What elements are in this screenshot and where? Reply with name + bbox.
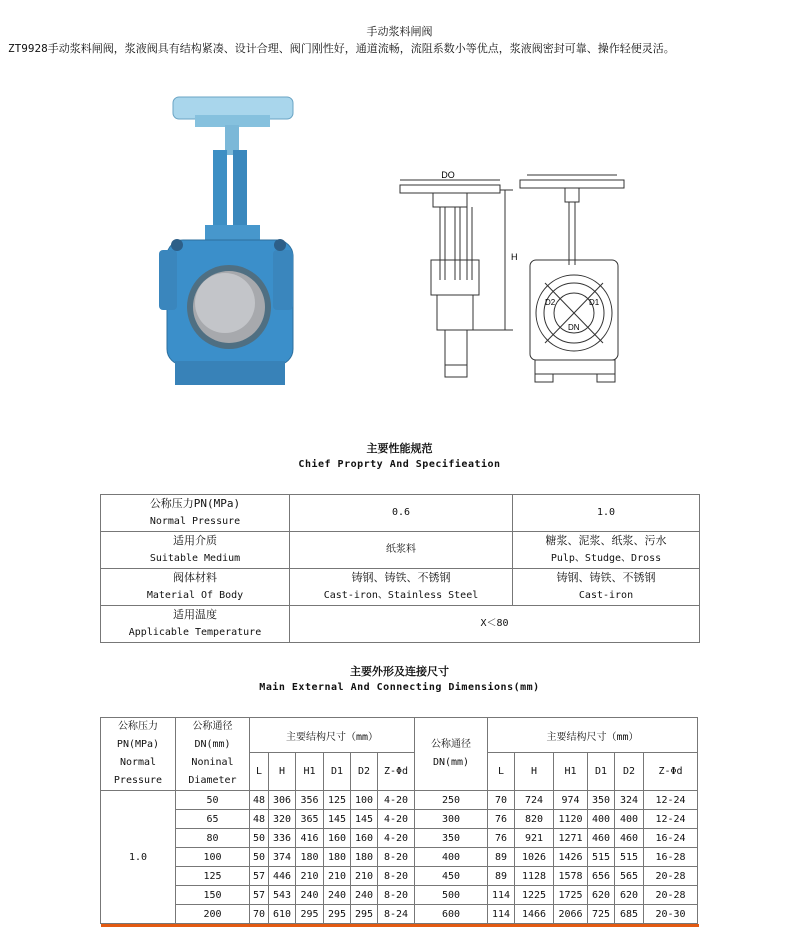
cell: 48 <box>250 791 269 810</box>
cell: 50 <box>250 848 269 867</box>
cell: 620 <box>615 886 644 905</box>
cell: 4-20 <box>378 791 415 810</box>
temperature-label-en: Applicable Temperature <box>128 627 262 638</box>
cell: 180 <box>351 848 378 867</box>
col-l2: L <box>488 753 515 791</box>
dims-heading-en: Main External And Connecting Dimensions(mm) <box>259 682 540 693</box>
cell: 374 <box>269 848 296 867</box>
cell: 50 <box>176 791 250 810</box>
cell: 210 <box>324 867 351 886</box>
valve-photo <box>155 95 300 390</box>
cell: 446 <box>269 867 296 886</box>
cell: 400 <box>415 848 488 867</box>
table-row <box>101 848 698 867</box>
cell: 8-20 <box>378 848 415 867</box>
cell: 460 <box>615 829 644 848</box>
dn-header <box>176 718 250 791</box>
dims-heading-cn: 主要外形及连接尺寸 <box>350 665 449 678</box>
cell: 460 <box>588 829 615 848</box>
cell: 65 <box>176 810 250 829</box>
medium-label-cn: 适用介质 <box>173 534 217 547</box>
dn-header-unit: DN(mm) <box>194 739 231 750</box>
col-h: H <box>269 753 296 791</box>
cell: 125 <box>176 867 250 886</box>
cell: 500 <box>415 886 488 905</box>
pn-value: 1.0 <box>101 791 176 924</box>
cell: 1725 <box>554 886 588 905</box>
dims-table <box>100 717 698 924</box>
cell: 2066 <box>554 905 588 924</box>
cell: 610 <box>269 905 296 924</box>
cell: 8-20 <box>378 886 415 905</box>
cell: 295 <box>296 905 324 924</box>
cell: 365 <box>296 810 324 829</box>
material-label-cn: 阀体材料 <box>173 571 217 584</box>
cell: 89 <box>488 867 515 886</box>
intro-text: ZT9928手动浆料闸阀，浆液阀具有结构紧凑、设计合理、阀门刚性好，通道流畅，流阻系数小等优点，浆液阀密封可靠、操作轻便灵活。 <box>8 42 675 55</box>
material-value-1-en: Cast-iron、Stainless Steel <box>323 590 479 601</box>
cell: 656 <box>588 867 615 886</box>
table-row <box>101 810 698 829</box>
do-label: DO <box>441 170 455 180</box>
cell: 210 <box>296 867 324 886</box>
medium-label-en: Suitable Medium <box>149 553 241 564</box>
page-title: 手动浆料闸阀 <box>366 25 433 38</box>
bottom-divider <box>101 924 699 927</box>
dn2-header <box>415 718 488 791</box>
col-d1: D1 <box>324 753 351 791</box>
cell: 80 <box>176 829 250 848</box>
cell: 76 <box>488 810 515 829</box>
spec-row-medium <box>101 532 700 569</box>
col-h12: H1 <box>554 753 588 791</box>
cell: 450 <box>415 867 488 886</box>
cell: 320 <box>269 810 296 829</box>
material-value-1-cn: 铸钢、铸铁、不锈钢 <box>351 571 451 584</box>
valve-drawing <box>395 165 630 390</box>
medium-value-2-en: Pulp、Studge、Dross <box>550 553 662 564</box>
cell: 200 <box>176 905 250 924</box>
cell: 400 <box>588 810 615 829</box>
cell: 12-24 <box>644 791 698 810</box>
cell: 160 <box>324 829 351 848</box>
cell: 725 <box>588 905 615 924</box>
material-value-2-en: Cast-iron <box>578 590 634 601</box>
cell: 620 <box>588 886 615 905</box>
col-d22: D2 <box>615 753 644 791</box>
table-row <box>101 886 698 905</box>
cell: 16-24 <box>644 829 698 848</box>
pn-header-en1: Normal <box>119 757 157 768</box>
col-z2: Z-Φd <box>644 753 698 791</box>
cell: 180 <box>296 848 324 867</box>
h-label: H <box>511 252 518 262</box>
material-value-2-cn: 铸钢、铸铁、不锈钢 <box>556 571 656 584</box>
cell: 240 <box>296 886 324 905</box>
cell: 4-20 <box>378 829 415 848</box>
medium-value-2-cn: 糖浆、泥浆、纸浆、污水 <box>545 534 667 547</box>
cell: 250 <box>415 791 488 810</box>
dn-header-en1: Noninal <box>191 757 234 768</box>
spec-row-pressure <box>101 495 700 532</box>
main-dims-header-left: 主要结构尺寸（mm） <box>250 718 415 753</box>
cell: 48 <box>250 810 269 829</box>
col-d12: D1 <box>588 753 615 791</box>
cell: 70 <box>250 905 269 924</box>
cell: 1271 <box>554 829 588 848</box>
col-h1: H1 <box>296 753 324 791</box>
cell: 1120 <box>554 810 588 829</box>
col-d2: D2 <box>351 753 378 791</box>
cell: 350 <box>415 829 488 848</box>
cell: 974 <box>554 791 588 810</box>
dn2-header-unit: DN(mm) <box>432 757 470 768</box>
cell: 20-28 <box>644 886 698 905</box>
cell: 12-24 <box>644 810 698 829</box>
cell: 1578 <box>554 867 588 886</box>
temperature-value: X＜80 <box>290 606 700 643</box>
cell: 1225 <box>515 886 554 905</box>
cell: 20-28 <box>644 867 698 886</box>
cell: 150 <box>176 886 250 905</box>
dn-label: DN <box>568 323 580 332</box>
cell: 356 <box>296 791 324 810</box>
spec-row-temperature <box>101 606 700 643</box>
pn-header <box>101 718 176 791</box>
dn-header-cn: 公称通径 <box>192 721 233 732</box>
col-h2: H <box>515 753 554 791</box>
cell: 685 <box>615 905 644 924</box>
table-row <box>101 905 698 924</box>
cell: 820 <box>515 810 554 829</box>
material-label-en: Material Of Body <box>146 590 244 601</box>
table-row <box>101 829 698 848</box>
cell: 180 <box>324 848 351 867</box>
cell: 125 <box>324 791 351 810</box>
cell: 543 <box>269 886 296 905</box>
cell: 724 <box>515 791 554 810</box>
cell: 300 <box>415 810 488 829</box>
cell: 400 <box>615 810 644 829</box>
d1-label-left: D2 <box>545 298 556 307</box>
main-dims-header-right: 主要结构尺寸（mm） <box>488 718 698 753</box>
cell: 295 <box>324 905 351 924</box>
cell: 1426 <box>554 848 588 867</box>
pn-header-unit: PN(MPa) <box>116 739 160 750</box>
pressure-value-1: 0.6 <box>290 495 513 532</box>
cell: 89 <box>488 848 515 867</box>
cell: 70 <box>488 791 515 810</box>
cell: 350 <box>588 791 615 810</box>
table-row <box>101 791 698 810</box>
cell: 210 <box>351 867 378 886</box>
cell: 16-28 <box>644 848 698 867</box>
spec-heading-en: Chief Proprty And Specifieation <box>298 459 501 470</box>
spec-row-material <box>101 569 700 606</box>
pressure-label-en: Normal Pressure <box>149 516 241 527</box>
cell: 8-24 <box>378 905 415 924</box>
d1-label-right: D1 <box>589 298 600 307</box>
spec-heading-cn: 主要性能规范 <box>366 442 433 455</box>
cell: 336 <box>269 829 296 848</box>
cell: 100 <box>351 791 378 810</box>
cell: 145 <box>351 810 378 829</box>
cell: 114 <box>488 905 515 924</box>
pn-header-en2: Pressure <box>113 775 163 786</box>
cell: 295 <box>351 905 378 924</box>
cell: 240 <box>351 886 378 905</box>
table-row <box>101 867 698 886</box>
spec-table <box>100 494 700 643</box>
cell: 76 <box>488 829 515 848</box>
cell: 565 <box>615 867 644 886</box>
cell: 100 <box>176 848 250 867</box>
cell: 1128 <box>515 867 554 886</box>
cell: 145 <box>324 810 351 829</box>
cell: 114 <box>488 886 515 905</box>
cell: 50 <box>250 829 269 848</box>
cell: 20-30 <box>644 905 698 924</box>
cell: 416 <box>296 829 324 848</box>
col-l: L <box>250 753 269 791</box>
pn-header-cn: 公称压力 <box>118 721 158 732</box>
cell: 515 <box>588 848 615 867</box>
cell: 8-20 <box>378 867 415 886</box>
cell: 1026 <box>515 848 554 867</box>
cell: 160 <box>351 829 378 848</box>
cell: 1466 <box>515 905 554 924</box>
medium-value-1: 纸浆料 <box>290 532 513 569</box>
cell: 921 <box>515 829 554 848</box>
cell: 324 <box>615 791 644 810</box>
dn2-header-cn: 公称通径 <box>431 739 471 750</box>
col-z: Z-Φd <box>378 753 415 791</box>
cell: 515 <box>615 848 644 867</box>
pressure-value-2: 1.0 <box>513 495 700 532</box>
cell: 4-20 <box>378 810 415 829</box>
cell: 57 <box>250 886 269 905</box>
cell: 600 <box>415 905 488 924</box>
temperature-label-cn: 适用温度 <box>173 608 217 621</box>
dn-header-en2: Diameter <box>188 775 237 786</box>
pressure-label-cn: 公称压力PN(MPa) <box>149 497 241 510</box>
cell: 240 <box>324 886 351 905</box>
cell: 57 <box>250 867 269 886</box>
cell: 306 <box>269 791 296 810</box>
